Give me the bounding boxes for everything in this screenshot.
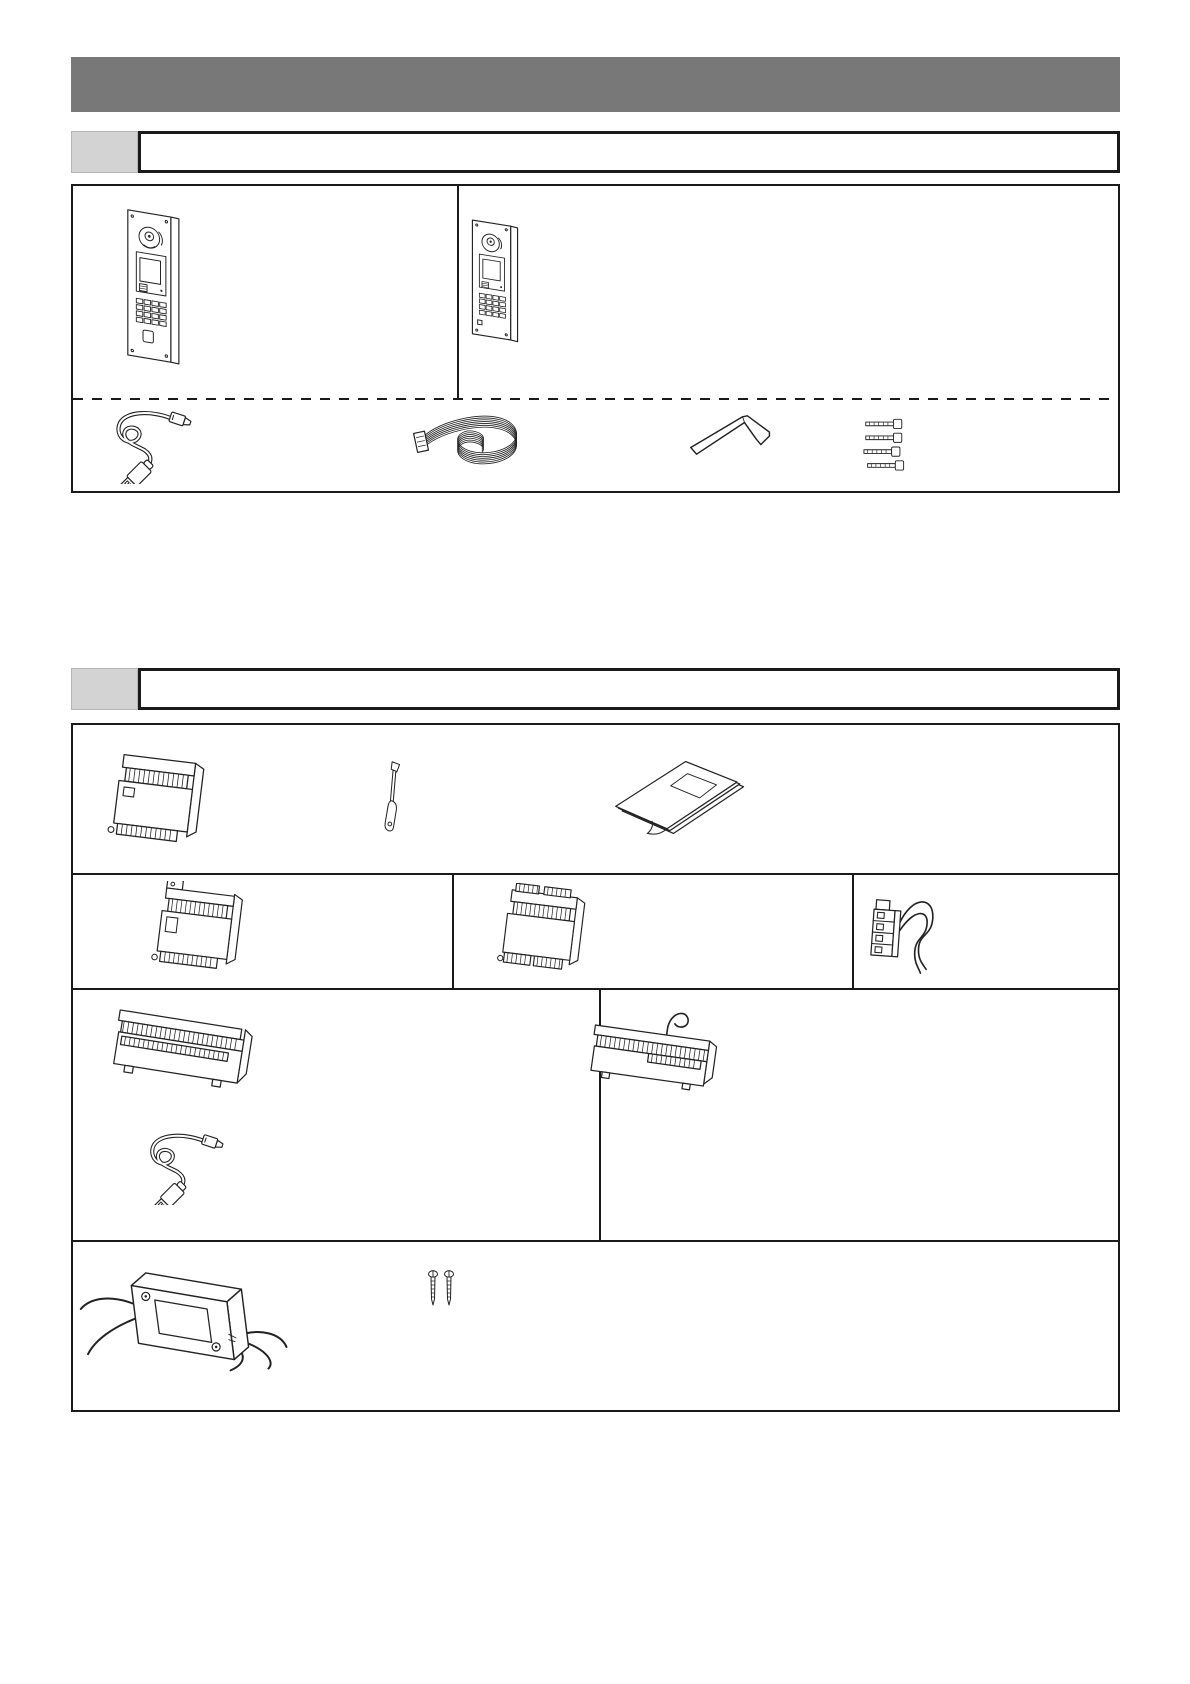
section2-row-divider-3 xyxy=(73,1240,1118,1242)
door-station-panel-small-illustration xyxy=(462,210,528,350)
section2-number-badge xyxy=(71,668,138,710)
section2-row2-divider-b xyxy=(852,873,854,988)
section2-title-box xyxy=(138,668,1120,710)
junction-box-illustration xyxy=(79,1253,291,1375)
din-module-b-illustration xyxy=(493,883,595,983)
usb-cable-illustration xyxy=(98,400,202,484)
section1-vertical-divider xyxy=(457,186,459,398)
screws-x4-illustration xyxy=(863,416,911,478)
page-title-bar xyxy=(71,57,1120,112)
din-module-jumper-illustration xyxy=(581,995,721,1107)
section1-title-box xyxy=(138,131,1120,173)
section2-row2-divider-a xyxy=(452,873,454,988)
hex-key-illustration xyxy=(686,406,780,464)
din-module-illustration xyxy=(103,749,215,855)
usb-cable-2-illustration xyxy=(133,1123,233,1205)
din-module-a-illustration xyxy=(147,881,253,981)
release-tool-illustration xyxy=(379,759,409,837)
section2-content-box xyxy=(71,723,1120,1412)
section2-row-divider-2 xyxy=(73,988,1118,990)
instruction-booklet-illustration xyxy=(595,755,753,839)
section1-dashed-divider xyxy=(73,398,1118,400)
din-power-supply-illustration xyxy=(106,1003,256,1109)
section1-number-badge xyxy=(71,131,138,173)
section2-row-divider-1 xyxy=(73,873,1118,875)
terminal-block-wires-illustration xyxy=(863,887,951,979)
ribbon-cable-illustration xyxy=(409,408,527,470)
door-station-panel-large-illustration xyxy=(112,200,192,372)
screws-x2-illustration xyxy=(423,1269,457,1309)
section1-content-box xyxy=(71,184,1120,493)
